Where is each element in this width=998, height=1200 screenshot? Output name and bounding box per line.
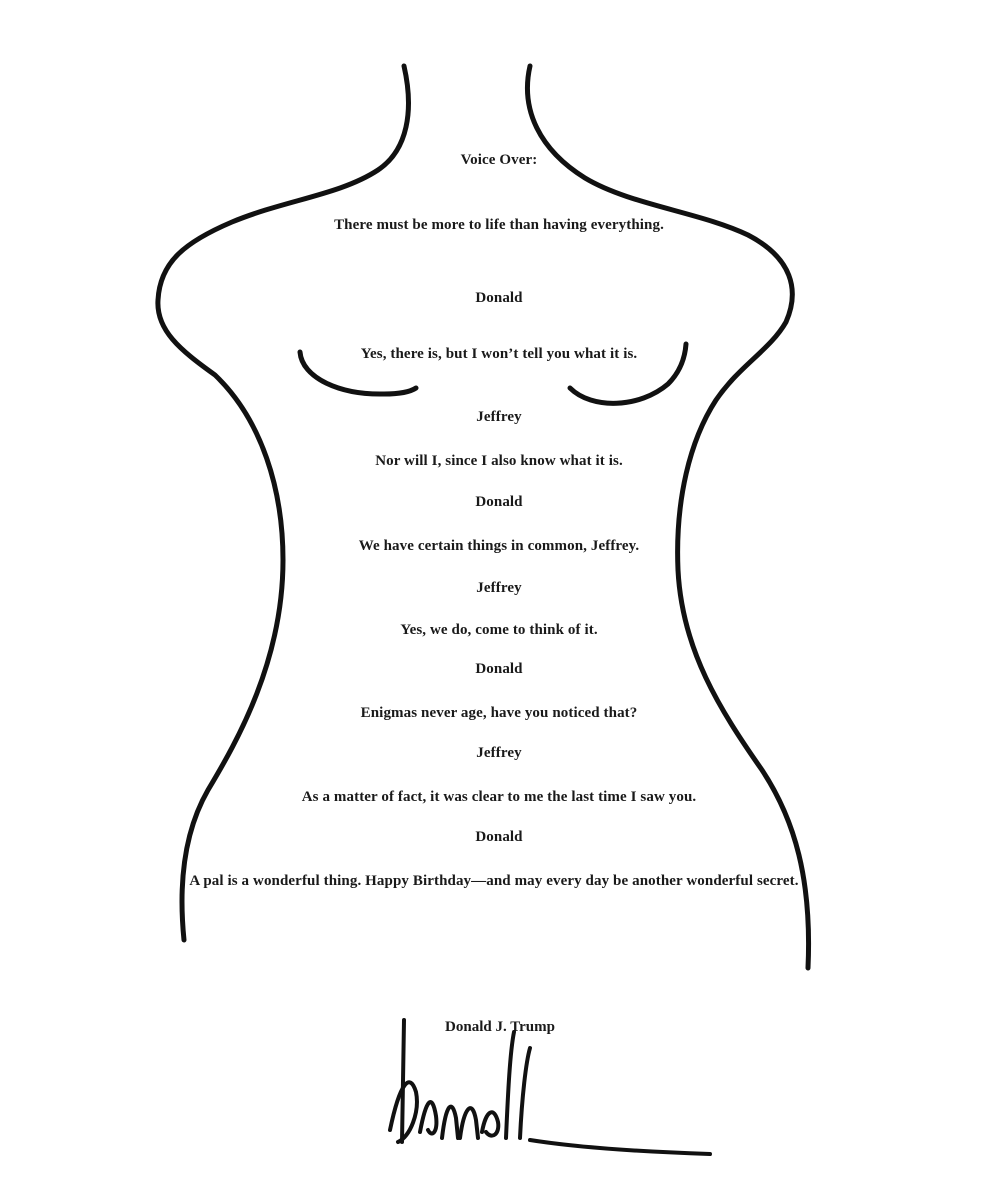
speaker-name: Donald bbox=[475, 290, 523, 306]
speaker-name: Donald bbox=[475, 661, 523, 677]
dialogue-line: Yes, there is, but I won’t tell you what it is. bbox=[360, 346, 638, 362]
speaker-name: Jeffrey bbox=[476, 745, 522, 761]
speaker-name: Jeffrey bbox=[476, 409, 522, 425]
speaker-name: Donald bbox=[475, 494, 523, 510]
dialogue-line: A pal is a wonderful thing. Happy Birthday—and may every day be another wonderful secret. bbox=[189, 873, 799, 889]
dialogue-line: Nor will I, since I also know what it is. bbox=[375, 453, 623, 469]
dialogue-line: Yes, we do, come to think of it. bbox=[400, 622, 598, 638]
speaker-name: Donald bbox=[475, 829, 523, 845]
dialogue-line: As a matter of fact, it was clear to me the last time I saw you. bbox=[301, 789, 697, 805]
dialogue-line: Enigmas never age, have you noticed that? bbox=[360, 705, 638, 721]
opening-line: There must be more to life than having everything. bbox=[334, 217, 664, 233]
dialogue-line: We have certain things in common, Jeffrey. bbox=[358, 538, 640, 554]
handwritten-signature bbox=[380, 1012, 720, 1172]
signature-name: Donald J. Trump bbox=[445, 1019, 555, 1035]
voice-over-heading: Voice Over: bbox=[460, 152, 538, 168]
speaker-name: Jeffrey bbox=[476, 580, 522, 596]
